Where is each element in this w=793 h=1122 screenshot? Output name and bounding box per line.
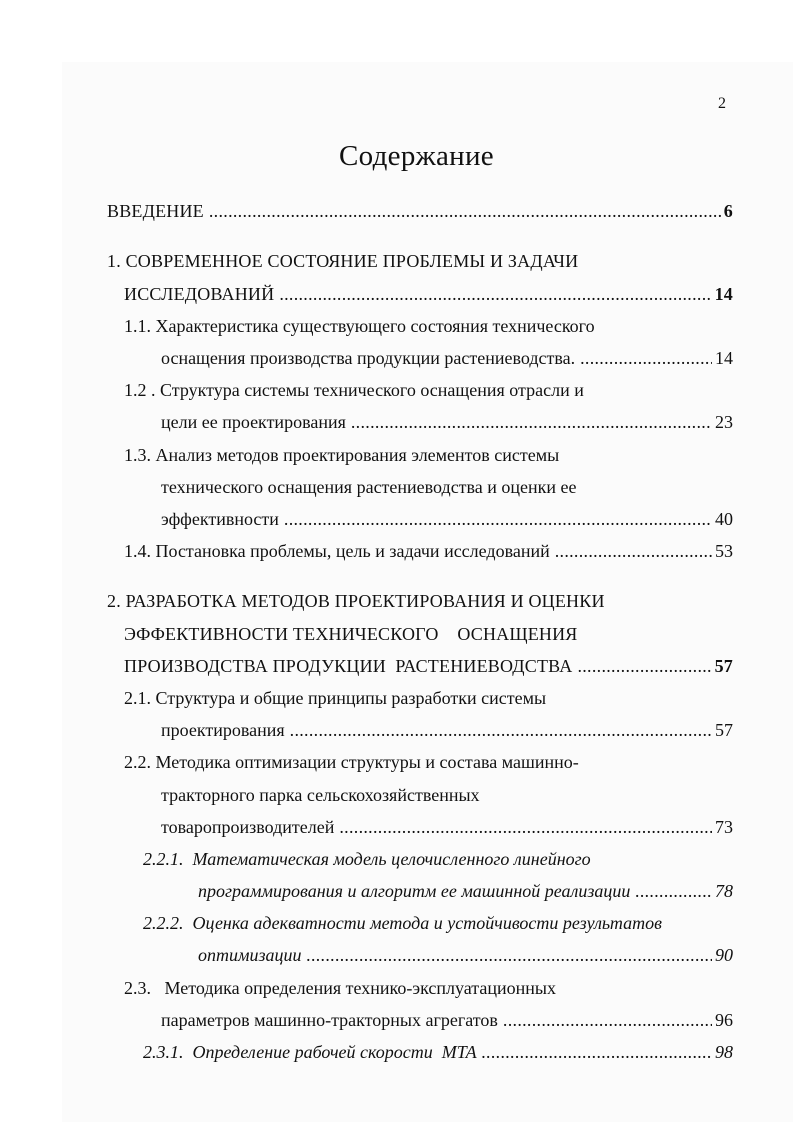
toc-page-number: 90: [715, 945, 733, 965]
toc-section-1-3[interactable]: [161, 507, 733, 531]
toc-subsection-2-2-1-line-1: 2.2.1. Математическая модель целочисленного линейного: [143, 849, 591, 869]
toc-section-2-1-line-1: 2.1. Структура и общие принципы разработки системы: [124, 688, 547, 708]
toc-section-1-2[interactable]: [161, 410, 733, 434]
toc-entry-introduction[interactable]: [107, 199, 733, 223]
toc-entry-text: программирования и алгоритм ее машинной реализации: [198, 881, 631, 901]
toc-page-number: 6: [723, 201, 733, 221]
toc-leader-dots: [284, 507, 712, 531]
toc-leader-dots: [279, 282, 711, 306]
toc-section-2-2[interactable]: [161, 815, 733, 839]
toc-leader-dots: [482, 1040, 712, 1064]
toc-section-2-3[interactable]: [161, 1008, 733, 1032]
toc-leader-dots: [351, 410, 712, 434]
toc-leader-dots: [339, 815, 712, 839]
toc-page-number: 23: [715, 412, 733, 432]
toc-page-number: 96: [715, 1010, 733, 1030]
toc-page-number: 53: [715, 541, 733, 561]
toc-page-number: 57: [714, 656, 733, 676]
toc-entry-text: проектирования: [161, 720, 285, 740]
toc-section-1-3-line-1: 1.3. Анализ методов проектирования элементов системы: [124, 445, 560, 465]
toc-leader-dots: [555, 539, 712, 563]
toc-subsection-2-2-1[interactable]: [198, 879, 733, 903]
toc-entry-text: параметров машинно-тракторных агрегатов: [161, 1010, 498, 1030]
toc-page-number: 98: [715, 1042, 733, 1062]
page-number: 2: [718, 95, 726, 112]
page-title: Содержание: [339, 140, 494, 172]
toc-entry-text: цели ее проектирования: [161, 412, 346, 432]
toc-section-1-4[interactable]: [124, 539, 733, 563]
toc-section-1-1-line-1: 1.1. Характеристика существующего состояния технического: [124, 316, 595, 336]
toc-entry-text: 1.4. Постановка проблемы, цель и задачи исследований: [124, 541, 550, 561]
toc-leader-dots: [635, 879, 712, 903]
toc-chapter-2[interactable]: [124, 654, 733, 678]
toc-page-number: 14: [714, 284, 733, 304]
toc-section-1-1[interactable]: [161, 346, 733, 370]
toc-leader-dots: [307, 943, 712, 967]
toc-entry-text: ПРОИЗВОДСТВА ПРОДУКЦИИ РАСТЕНИЕВОДСТВА: [124, 656, 573, 676]
toc-section-2-2-line-2: тракторного парка сельскохозяйственных: [161, 785, 480, 805]
toc-page-number: 14: [715, 348, 733, 368]
toc-section-2-3-line-1: 2.3. Методика определения технико-эксплуатационных: [124, 978, 556, 998]
toc-leader-dots: [209, 199, 721, 223]
toc-leader-dots: [290, 718, 712, 742]
toc-chapter-1-line-1: 1. СОВРЕМЕННОЕ СОСТОЯНИЕ ПРОБЛЕМЫ И ЗАДАЧИ: [107, 251, 579, 271]
toc-subsection-2-2-2[interactable]: [198, 943, 733, 967]
toc-entry-text: 2.3.1. Определение рабочей скорости МТА: [143, 1042, 477, 1062]
toc-leader-dots: [580, 346, 712, 370]
toc-page-number: 73: [715, 817, 733, 837]
toc-entry-text: ИССЛЕДОВАНИЙ: [124, 284, 275, 304]
toc-page-number: 57: [715, 720, 733, 740]
toc-entry-text: эффективности: [161, 509, 279, 529]
toc-leader-dots: [577, 654, 711, 678]
toc-entry-text: оснащения производства продукции растениеводства.: [161, 348, 576, 368]
toc-subsection-2-2-2-line-1: 2.2.2. Оценка адекватности метода и устойчивости результатов: [143, 913, 662, 933]
toc-section-2-2-line-1: 2.2. Методика оптимизации структуры и состава машинно-: [124, 752, 579, 772]
toc-entry-text: ВВЕДЕНИЕ: [107, 201, 204, 221]
toc-section-1-2-line-1: 1.2 . Структура системы технического оснащения отрасли и: [124, 380, 584, 400]
toc-chapter-2-line-1: 2. РАЗРАБОТКА МЕТОДОВ ПРОЕКТИРОВАНИЯ И ОЦЕНКИ: [107, 591, 605, 611]
toc-entry-text: товаропроизводителей: [161, 817, 335, 837]
toc-subsection-2-3-1[interactable]: [143, 1040, 733, 1064]
toc-leader-dots: [503, 1008, 712, 1032]
toc-chapter-1[interactable]: [124, 282, 733, 306]
toc-page-number: 78: [715, 881, 733, 901]
toc-entry-text: оптимизации: [198, 945, 302, 965]
toc-page-number: 40: [715, 509, 733, 529]
toc-chapter-2-line-2: ЭФФЕКТИВНОСТИ ТЕХНИЧЕСКОГО ОСНАЩЕНИЯ: [124, 624, 578, 644]
toc-section-1-3-line-2: технического оснащения растениеводства и оценки ее: [161, 477, 577, 497]
toc-section-2-1[interactable]: [161, 718, 733, 742]
